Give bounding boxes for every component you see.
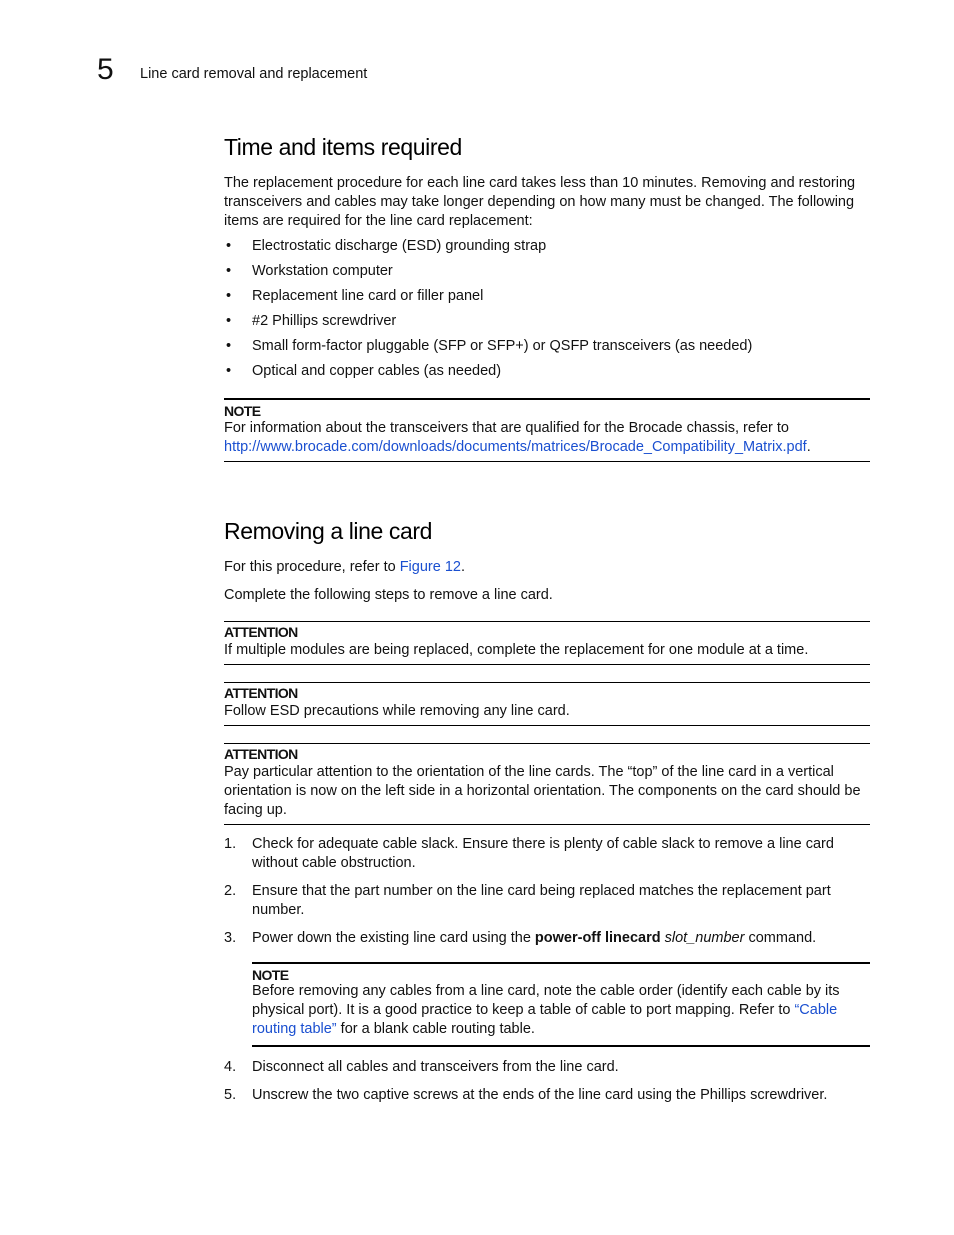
removal-steps-list	[224, 835, 870, 948]
attention-text: Pay particular attention to the orientation of the line cards. The “top” of the line card in a vertical orientation is now on the left side in a horizontal orientation. The components on the card should be facing up.	[224, 764, 861, 818]
command-argument: slot_number	[664, 930, 745, 946]
list-item: • Electrostatic discharge (ESD) grounding strap	[226, 238, 547, 254]
running-header-title: Line card removal and replacement	[140, 66, 368, 82]
attention-top-rule	[224, 682, 870, 683]
list-item: • Workstation computer	[226, 263, 393, 279]
bullet-icon: •	[226, 313, 232, 329]
note-label: NOTE	[252, 967, 289, 983]
note-text: For information about the transceivers that are qualified for the Brocade chassis, refer to http://www.brocade.com/downloads/documents/matrices/Brocade_Compatibility_Matrix.pdf.	[224, 420, 811, 455]
refer-paragraph: For this procedure, refer to Figure 12.	[224, 559, 465, 575]
attention-top-rule	[224, 621, 870, 622]
complete-paragraph: Complete the following steps to remove a line card.	[224, 587, 553, 603]
bullet-icon: •	[226, 263, 232, 279]
step-item: 2. Ensure that the part number on the line card being replaced matches the replacement part number.	[224, 883, 831, 918]
attention-label: ATTENTION	[224, 624, 298, 640]
note-top-rule	[224, 398, 870, 400]
removal-steps-list-continued	[224, 1058, 870, 1105]
bullet-icon: •	[226, 338, 232, 354]
note-bottom-rule	[252, 1045, 870, 1047]
list-item: • Optical and copper cables (as needed)	[226, 363, 502, 379]
attention-bottom-rule	[224, 824, 870, 825]
attention-text: Follow ESD precautions while removing any line card.	[224, 703, 570, 719]
note-top-rule	[252, 962, 870, 964]
bullet-icon: •	[226, 288, 232, 304]
attention-label: ATTENTION	[224, 685, 298, 701]
bullet-icon: •	[226, 238, 232, 254]
step-item: 4. Disconnect all cables and transceivers from the line card.	[224, 1059, 619, 1075]
required-items-list	[224, 237, 870, 387]
section-intro-paragraph: The replacement procedure for each line card takes less than 10 minutes. Removing and restoring transceivers and cables may take longer depending on how many must be changed. The following items are required for the line card replacement:	[224, 175, 856, 229]
note-label: NOTE	[224, 403, 261, 419]
list-item: • Small form-factor pluggable (SFP or SFP+) or QSFP transceivers (as needed)	[226, 338, 753, 354]
attention-text: If multiple modules are being replaced, complete the replacement for one module at a time.	[224, 642, 809, 658]
figure-12-link[interactable]: Figure 12	[399, 559, 461, 575]
compatibility-matrix-link[interactable]: http://www.brocade.com/downloads/documents/matrices/Brocade_Compatibility_Matrix.pdf	[224, 439, 807, 455]
step-item: 3. Power down the existing line card using the power-off linecard slot_number command.	[224, 930, 817, 946]
attention-bottom-rule	[224, 664, 870, 665]
list-item: • #2 Phillips screwdriver	[226, 313, 397, 329]
chapter-number: 5	[97, 53, 114, 86]
attention-label: ATTENTION	[224, 746, 298, 762]
note-text: Before removing any cables from a line card, note the cable order (identify each cable by its physical port). It is a good practice to keep a table of cable to port mapping. Refer to “Cable routing table” for a blank cable routing table.	[252, 983, 840, 1037]
list-item: • Replacement line card or filler panel	[226, 288, 484, 304]
step-item: 5. Unscrew the two captive screws at the ends of the line card using the Phillips screwdriver.	[224, 1087, 828, 1103]
attention-bottom-rule	[224, 725, 870, 726]
cable-routing-table-link[interactable]: “Cable routing table”	[252, 1002, 838, 1037]
command-name: power-off linecard	[534, 930, 661, 946]
step-item: 1. Check for adequate cable slack. Ensure there is plenty of cable slack to remove a line card without cable obstruction.	[224, 836, 834, 871]
attention-top-rule	[224, 743, 870, 744]
bullet-icon: •	[226, 363, 232, 379]
note-bottom-rule	[224, 461, 870, 462]
section-heading-time-items: Time and items required	[224, 134, 462, 160]
section-heading-removing: Removing a line card	[224, 518, 433, 544]
